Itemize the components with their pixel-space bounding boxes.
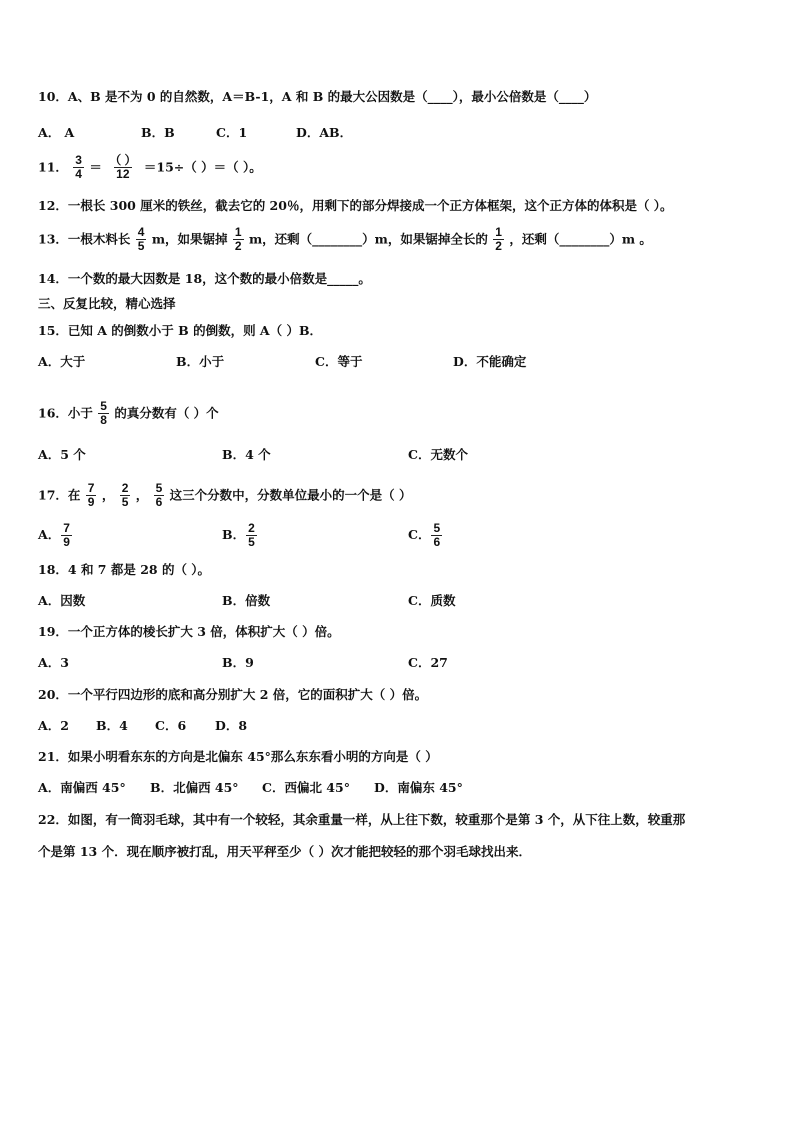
q16-option-c: C．无数个 xyxy=(408,447,468,462)
q20-option-b: B．4 xyxy=(96,718,128,733)
q10-option-a: A． A xyxy=(38,125,75,140)
q19-option-c: C．27 xyxy=(408,655,448,670)
q17-option-a xyxy=(38,522,73,549)
q13-fraction-1: $\frac{4}{5}$ xyxy=(137,225,145,253)
q17-fraction-3: $\frac{5}{6}$ xyxy=(155,481,163,509)
q11-number: 11． xyxy=(38,159,68,175)
q10-option-b: B．B xyxy=(141,125,175,140)
q16-fraction: $\frac{5}{8}$ xyxy=(100,399,107,427)
q13-text-1: 13．一根木料长 xyxy=(38,231,131,247)
q20-option-c: C．6 xyxy=(155,718,187,733)
q17-fraction-1: $\frac{7}{9}$ xyxy=(87,481,95,509)
section-heading: 三、反复比较，精心选择 xyxy=(38,296,176,311)
q11-rest: ＝15÷（ ）＝（ ）。 xyxy=(143,159,262,175)
q16-text-1: 16．小于 xyxy=(38,405,93,421)
q17-option-a-label: A． xyxy=(38,527,61,542)
q17-option-b-label: B． xyxy=(222,527,246,542)
q18-option-a: A．因数 xyxy=(38,593,86,608)
q15-option-b: B．小于 xyxy=(176,354,225,369)
q13-text-4: ，还剩（________）m 。 xyxy=(509,231,652,247)
q17-option-b-fraction: $\frac{2}{5}$ xyxy=(248,521,255,549)
question-22-line-2: 个是第 13 个．现在顺序被打乱，用天平秤至少（ ）次才能把较轻的那个羽毛球找出来． xyxy=(38,844,531,859)
q15-option-c: C．等于 xyxy=(315,354,363,369)
question-13 xyxy=(38,226,652,253)
q18-option-c: C．质数 xyxy=(408,593,456,608)
question-15: 15．已知 A 的倒数小于 B 的倒数，则 A（ ）B． xyxy=(38,323,323,338)
q20-option-d: D．8 xyxy=(215,718,248,733)
q16-text-2: 的真分数有（ ）个 xyxy=(114,405,219,421)
question-22-line-1: 22．如图，有一筒羽毛球，其中有一个较轻，其余重量一样，从上往下数，较重那个是第 3 个，从下往上数，较重那 xyxy=(38,812,686,827)
q17-option-c xyxy=(408,522,443,549)
q11-fraction-2: （ ） 12 xyxy=(109,153,137,181)
q19-option-b: B．9 xyxy=(222,655,254,670)
q18-option-b: B．倍数 xyxy=(222,593,271,608)
q11-fraction-1: $\frac{3}{4}$ xyxy=(75,153,82,181)
q17-option-c-label: C． xyxy=(408,527,431,542)
question-12: 12．一根长 300 厘米的铁丝，截去它的 20％，用剩下的部分焊接成一个正方体框架，这个正方体的体积是（ ）。 xyxy=(38,198,673,213)
q17-option-b xyxy=(222,522,258,549)
question-11 xyxy=(38,154,262,181)
q17-fraction-2: $\frac{2}{5}$ xyxy=(121,481,129,509)
q15-option-d: D．不能确定 xyxy=(453,354,527,369)
question-21: 21．如果小明看东东的方向是北偏东 45°那么东东看小明的方向是（ ） xyxy=(38,749,438,764)
q21-option-b: B．北偏西 45° xyxy=(150,780,239,795)
q17-sep-2: ， xyxy=(135,487,149,503)
question-17 xyxy=(38,482,412,509)
q17-text-1: 17．在 xyxy=(38,487,81,503)
q11-equals: ＝ xyxy=(89,159,102,175)
question-14: 14．一个数的最大因数是 18，这个数的最小倍数是_____。 xyxy=(38,271,371,286)
question-18: 18．4 和 7 都是 28 的（ ）。 xyxy=(38,562,211,577)
q17-option-a-fraction: $\frac{7}{9}$ xyxy=(63,521,70,549)
q21-option-a: A．南偏西 45° xyxy=(38,780,126,795)
q17-option-c-fraction: $\frac{5}{6}$ xyxy=(433,521,441,549)
q10-option-c: C．1 xyxy=(216,125,248,140)
q13-text-2: m，如果锯掉 xyxy=(151,231,228,247)
q13-text-3: m，还剩（________）m，如果锯掉全长的 xyxy=(248,231,488,247)
q13-fraction-2: $\frac{1}{2}$ xyxy=(234,225,242,253)
q19-option-a: A．3 xyxy=(38,655,69,670)
question-20: 20．一个平行四边形的底和高分别扩大 2 倍，它的面积扩大（ ）倍。 xyxy=(38,687,428,702)
q16-option-b: B．4 个 xyxy=(222,447,271,462)
question-10: 10．A、B 是不为 0 的自然数，A＝B-1，A 和 B 的最大公因数是（____），最小公倍数是（____） xyxy=(38,89,597,104)
question-16 xyxy=(38,400,219,427)
q21-option-c: C．西偏北 45° xyxy=(262,780,350,795)
q17-sep-1: ， xyxy=(101,487,115,503)
question-19: 19．一个正方体的棱长扩大 3 倍，体积扩大（ ）倍。 xyxy=(38,624,340,639)
q13-fraction-3: $\frac{1}{2}$ xyxy=(495,225,502,253)
q17-text-2: 这三个分数中，分数单位最小的一个是（ ） xyxy=(169,487,412,503)
q15-option-a: A．大于 xyxy=(38,354,86,369)
q10-option-d: D．AB． xyxy=(296,125,353,140)
q16-option-a: A．5 个 xyxy=(38,447,86,462)
q21-option-d: D．南偏东 45° xyxy=(374,780,463,795)
q20-option-a: A．2 xyxy=(38,718,69,733)
